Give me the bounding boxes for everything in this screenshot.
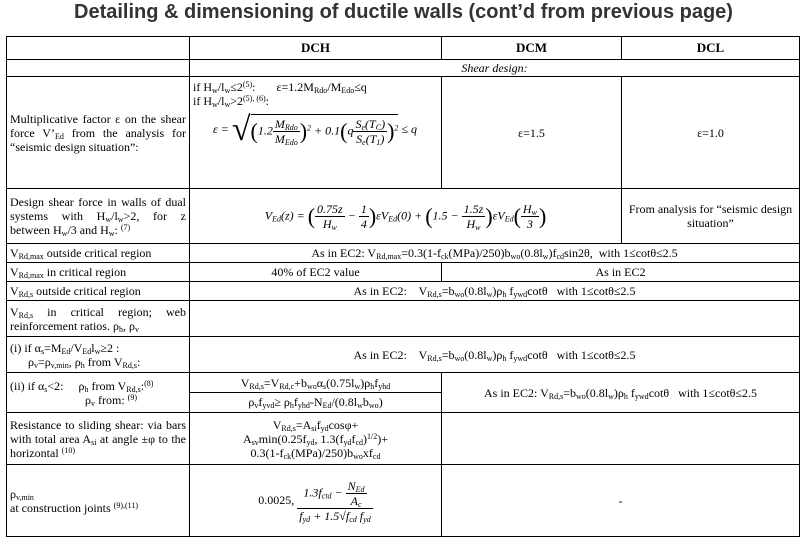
- row-vrds-out: [7, 282, 800, 301]
- vrds-out-value: As in EC2: $V_{Rd,s}=b_{wo}(0.8l_w)\rho_h$ $f_{ywd}\cot\theta$ with 1≤cotθ≤2.5: [190, 282, 800, 301]
- row-vrdmax-in: [7, 263, 800, 282]
- mult-label: Multiplicative factor ε on the shear force $V’_{Ed}$ from the analysis for “seismic design situation”:: [7, 77, 190, 189]
- rhov-rest: -: [442, 465, 800, 537]
- header-dcl: DCL: [622, 37, 800, 60]
- row-sliding: [7, 413, 800, 465]
- mult-dcm: ε=1.5: [442, 77, 622, 189]
- section-row: [7, 60, 800, 77]
- page-title: Detailing & dimensioning of ductile walls (cont’d from previous page): [74, 1, 733, 23]
- dual-dcl: From analysis for “seismic design situation”: [622, 189, 800, 244]
- row-case-i: [7, 337, 800, 373]
- header-dcm: DCM: [442, 37, 622, 60]
- walls-table: [6, 36, 800, 537]
- rhov-dch: 0.0025, $1.3f_{ctd}$ − $\frac{N_{Ed}}{A_c}$ $f_{yd} + 1.5√f_{cd}$ $f_{yd}$: [190, 465, 442, 537]
- vrdmax-out-value: As in EC2: $V_{Rd,max}=0.3(1-f_{ck}(MPa)/250)b_{wo}(0.8l_w)f_{cd}\sin 2\theta$, with 1≤cotθ≤2.5: [190, 244, 800, 263]
- sliding-rest: [442, 413, 800, 465]
- row-dual: [7, 189, 800, 244]
- header-blank: [7, 37, 190, 60]
- vrdmax-in-rest: As in EC2: [442, 263, 800, 282]
- vrdmax-out-label: $V_{Rd,max}$ outside critical region: [7, 244, 190, 263]
- dual-label: Design shear force in walls of dual systems with $H_w/l_w>2$, for z between $H_w/3$ and $H_w$: $^{(7)}$: [7, 189, 190, 244]
- row-rhov: [7, 465, 800, 537]
- row-case-ii: [7, 373, 800, 413]
- header-dch: DCH: [190, 37, 442, 60]
- vrdmax-in-dch: 40% of EC2 value: [190, 263, 442, 282]
- header-row: [7, 37, 800, 60]
- section-blank: [7, 60, 190, 77]
- dual-dch: $V_{Ed}(z)$ = ( $\frac{0.75z}{H_w}$ − $\frac{1}{4}$ )$\varepsilon V_{Ed}(0) + (1.5$ − $\frac{1.5z}{H_w}$ )$\varepsilon V_{Ed}$( $\frac{H_w}{3}$ ): [190, 189, 622, 244]
- case-ii-label: (ii) if $\alpha_s<2$: $\rho_h$ from $V_{Rd,s}:^{(8)}$ $\rho_v$ from: $^{(9)}$: [7, 373, 190, 413]
- mult-dch: if $H_w/l_w\le 2^{(5)}$: $\varepsilon=1.2M_{Rdo}/M_{Edo}\le q$ if $H_w/l_w>2^{(5), (6)}$: ε = √(1.2 $\frac{M_{Rdo}}{M_{Edo}}$ )$^2$ + 0.1(q $\frac{S_e(T_C)}{S_e(T_1)}$ )$^2$ ≤ q: [190, 77, 442, 189]
- row-vrds-in: [7, 301, 800, 337]
- vrds-in-label: $V_{Rd,s}$ in critical region; web reinforcement ratios. $\rho_h$, $\rho_v$: [7, 301, 190, 337]
- vrds-in-blank: [190, 301, 800, 337]
- case-i-label: (i) if $\alpha_s=M_{Ed}/V_{Ed}l_w\ge 2$ : $\rho_v=\rho_{v,min}$, $\rho_h$ from $V_{Rd,s}$:: [7, 337, 190, 373]
- case-ii-dch: $V_{Rd,s}=V_{Rd,c}+b_{wo}\alpha_s(0.75l_w)\rho_hf_{yhd}$ $\rho_vf_{yvd}\ge \rho_hf_{yhd}-N_{Ed}/(0.8l_wb_{wo})$: [190, 373, 442, 413]
- vrdmax-in-label: $V_{Rd,max}$ in critical region: [7, 263, 190, 282]
- mult-dcl: ε=1.0: [622, 77, 800, 189]
- row-mult: [7, 77, 800, 189]
- case-i-value: As in EC2: $V_{Rd,s}=b_{wo}(0.8l_w)\rho_h$ $f_{ywd}\cot\theta$ with 1≤cotθ≤2.5: [190, 337, 800, 373]
- section-title: Shear design:: [190, 60, 800, 77]
- sliding-label: Resistance to sliding shear: via bars with total area $A_{si}$ at angle ±φ to the horizontal $^{(10)}$: [7, 413, 190, 465]
- case-ii-rest: As in EC2: $V_{Rd,s}=b_{wo}(0.8l_w)\rho_h$ $f_{ywd}\cot\theta$ with 1≤cotθ≤2.5: [442, 373, 800, 413]
- row-vrdmax-out: [7, 244, 800, 263]
- vrds-out-label: $V_{Rd,s}$ outside critical region: [7, 282, 190, 301]
- sliding-dch: $V_{Rd,s}=A_{si}f_{yd}\cos\varphi+$ $A_{sv}\min(0.25f_{yd}$, $1.3(f_{yd}f_{cd})^{1/2})+$ $0.3(1-f_{ck}(MPa)/250)b_{wo}xf_{cd}$: [190, 413, 442, 465]
- rhov-label: $\rho_{v,min}$ at construction joints $^{(9),(11)}$: [7, 465, 190, 537]
